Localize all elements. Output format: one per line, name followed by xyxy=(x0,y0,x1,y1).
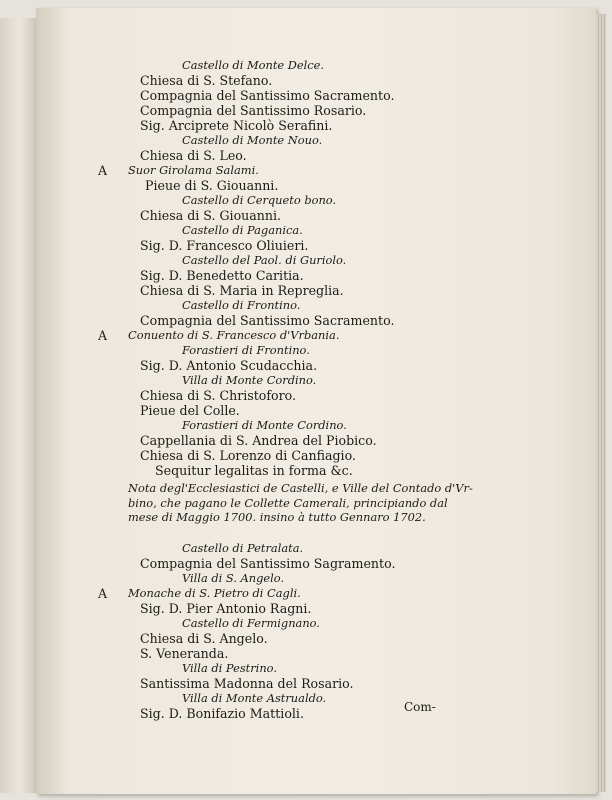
entry-line: Chiesa di S. Leo. xyxy=(140,148,247,163)
entry-line: Sig. D. Benedetto Caritia. xyxy=(140,268,304,283)
entry-line: Pieue di S. Giouanni. xyxy=(145,178,279,193)
entry-line: Pieue del Colle. xyxy=(140,403,240,418)
entry-line: S. Veneranda. xyxy=(140,646,229,661)
entry-line: Cappellania di S. Andrea del Piobico. xyxy=(140,433,377,448)
entry-line: Chiesa di S. Lorenzo di Canfiagio. xyxy=(140,448,356,463)
location-heading: Castello di Fermignano. xyxy=(182,616,320,630)
location-heading: Castello di Cerqueto bono. xyxy=(182,193,337,207)
location-heading: Villa di Monte Cordino. xyxy=(182,373,317,387)
entry-line: Compagnia del Santissimo Rosario. xyxy=(140,103,367,118)
entry-line: Sig. Arciprete Nicolò Serafini. xyxy=(140,118,333,133)
location-heading: Conuento di S. Francesco d'Vrbania. xyxy=(128,328,340,342)
entry-line: Compagnia del Santissimo Sacramento. xyxy=(140,88,395,103)
location-heading: Castello di Petralata. xyxy=(182,541,304,555)
entry-line: Santissima Madonna del Rosario. xyxy=(140,676,354,691)
entry-line: Chiesa di S. Christoforo. xyxy=(140,388,297,403)
location-heading: Forastieri di Monte Cordino. xyxy=(182,418,347,432)
location-heading: Villa di Pestrino. xyxy=(182,661,277,675)
location-heading: Castello di Paganica. xyxy=(182,223,303,237)
entry-line: Sig. D. Pier Antonio Ragni. xyxy=(140,601,312,616)
note-line: mese di Maggio 1700. insino à tutto Gennaro 1702. xyxy=(128,510,426,524)
margin-marker: A xyxy=(98,328,108,343)
page-stack-edge xyxy=(596,14,606,792)
entry-line: Sequitur legalitas in forma &c. xyxy=(155,463,353,478)
entry-line: Chiesa di S. Stefano. xyxy=(140,73,273,88)
section-note xyxy=(128,481,473,525)
entry-line: Sig. D. Antonio Scudacchia. xyxy=(140,358,318,373)
location-heading: Castello di Frontino. xyxy=(182,298,301,312)
location-heading: Villa di S. Angelo. xyxy=(182,571,285,585)
entry-line: Chiesa di S. Angelo. xyxy=(140,631,268,646)
location-heading: Monache di S. Pietro di Cagli. xyxy=(128,586,301,600)
location-heading: Forastieri di Frontino. xyxy=(182,343,310,357)
note-line: Nota degl'Ecclesiastici de Castelli, e Ville del Contado d'Vr- xyxy=(128,481,473,495)
margin-marker: A xyxy=(98,163,108,178)
entry-line: Sig. D. Bonifazio Mattioli. xyxy=(140,706,304,721)
note-line: bino, che pagano le Collette Camerali, principiando dal xyxy=(128,495,448,510)
location-heading: Castello di Monte Delce. xyxy=(182,58,325,72)
entry-line: Compagnia del Santissimo Sagramento. xyxy=(140,556,396,571)
location-heading: Castello di Monte Nouo. xyxy=(182,133,323,147)
margin-marker: A xyxy=(98,586,108,601)
entry-line: Compagnia del Santissimo Sacramento. xyxy=(140,313,395,328)
location-heading: Castello del Paol. di Guriolo. xyxy=(182,253,347,267)
entry-line: Chiesa di S. Giouanni. xyxy=(140,208,282,223)
location-heading: Suor Girolama Salami. xyxy=(128,163,259,177)
entry-line: Chiesa di S. Maria in Repreglia. xyxy=(140,283,344,298)
location-heading: Villa di Monte Astrualdo. xyxy=(182,691,327,705)
catchword: Com- xyxy=(404,700,436,714)
entry-line: Sig. D. Francesco Oliuieri. xyxy=(140,238,309,253)
left-page-edge xyxy=(0,18,37,793)
